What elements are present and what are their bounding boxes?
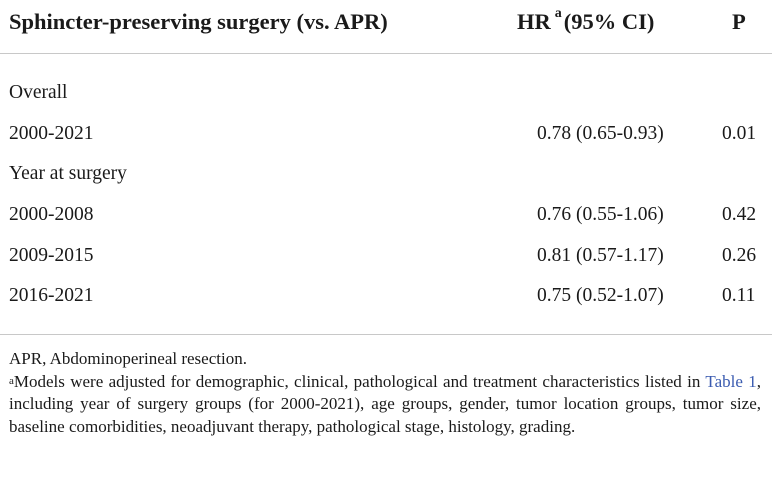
abbreviation-footnote: APR, Abdominoperineal resection.: [9, 349, 247, 368]
header-ci-label: (95% CI): [563, 9, 655, 34]
header-hr-label: HR: [517, 9, 551, 34]
row-hr: 0.81 (0.57-1.17): [537, 245, 664, 266]
table-bottom-divider: [0, 334, 772, 335]
row-label: Overall: [9, 82, 68, 103]
header-comparison: Sphincter-preserving surgery (vs. APR): [9, 9, 388, 34]
row-label: 2000-2008: [9, 204, 94, 225]
row-p: 0.01: [722, 123, 757, 144]
table-row: [0, 204, 772, 234]
row-label: Year at surgery: [9, 163, 127, 184]
row-label: 2009-2015: [9, 245, 94, 266]
header-divider: [0, 53, 772, 54]
row-hr: 0.75 (0.52-1.07): [537, 285, 664, 306]
header-hazard-ratio: [517, 6, 655, 35]
table-row: [0, 285, 772, 315]
header-p-value: P: [732, 9, 746, 34]
table-footnotes: [9, 348, 761, 438]
row-p: 0.42: [722, 204, 757, 225]
table-header-row: [0, 0, 772, 46]
table-row: [0, 82, 772, 112]
footnote-text-start: Models were adjusted for demographic, clinical, pathological and treatment characteristics listed in: [13, 371, 706, 391]
row-label: 2000-2021: [9, 123, 94, 144]
table-1-link[interactable]: Table 1: [705, 371, 757, 391]
header-hr-footnote-marker: a: [554, 6, 562, 21]
row-hr: 0.76 (0.55-1.06): [537, 204, 664, 225]
footnote-text-end: , including year of surgery groups (for 2000-2021), age groups, gender, tumor location groups, tumor size, baseline comorbidities, neoadjuvant therapy, pathological stage, histology, grading.: [9, 371, 762, 436]
table-row: [0, 123, 772, 153]
table-row: [0, 245, 772, 275]
row-label: 2016-2021: [9, 285, 94, 306]
row-p: 0.26: [722, 245, 757, 266]
row-p: 0.11: [722, 285, 756, 306]
footnote-marker: a: [9, 374, 14, 387]
table-row: [0, 163, 772, 193]
model-adjustment-footnote: [9, 371, 761, 439]
row-hr: 0.78 (0.65-0.93): [537, 123, 664, 144]
